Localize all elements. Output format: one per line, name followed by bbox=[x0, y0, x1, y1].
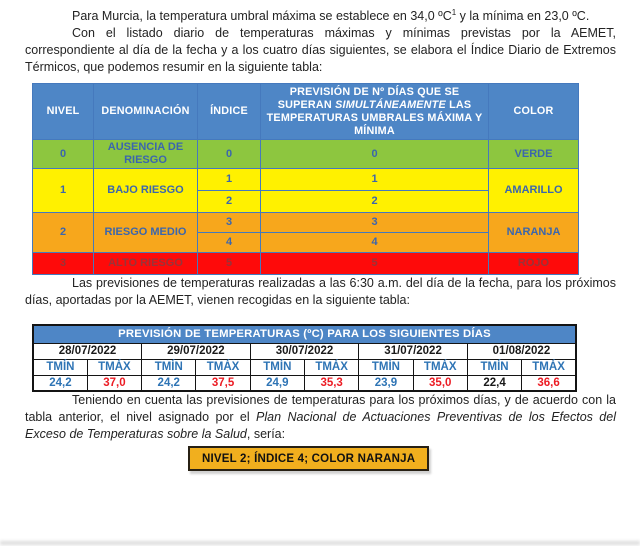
tmin-value: 22,4 bbox=[467, 375, 521, 391]
date-cell: 29/07/2022 bbox=[142, 343, 251, 359]
cell-prevision: 5 bbox=[261, 253, 489, 275]
temperature-forecast-table bbox=[32, 324, 577, 392]
cell-denominacion: RIESGO MEDIO bbox=[94, 213, 198, 253]
paragraph-murcia-thresholds bbox=[25, 8, 616, 25]
footnote-marker: 1 bbox=[451, 7, 457, 17]
date-cell: 01/08/2022 bbox=[467, 343, 576, 359]
header-prevision bbox=[261, 84, 489, 140]
forecast-dates-row bbox=[33, 343, 576, 359]
tmin-label: TMÍN bbox=[250, 359, 304, 375]
date-cell: 28/07/2022 bbox=[33, 343, 142, 359]
cell-denominacion: ALTO RIESGO bbox=[94, 253, 198, 275]
risk-table-header-row bbox=[33, 84, 579, 140]
tmax-label: TMÁX bbox=[413, 359, 467, 375]
cell-prevision: 4 bbox=[261, 233, 489, 253]
cell-prevision: 2 bbox=[261, 191, 489, 213]
cell-denominacion: BAJO RIESGO bbox=[94, 169, 198, 213]
cell-indice: 4 bbox=[198, 233, 261, 253]
cell-denominacion: AUSENCIA DE RIESGO bbox=[94, 140, 198, 169]
risk-row-level-1a bbox=[33, 169, 579, 191]
result-level-box: NIVEL 2; ÍNDICE 4; COLOR NARANJA bbox=[188, 446, 429, 471]
tmax-label: TMÁX bbox=[87, 359, 141, 375]
header-nivel: NIVEL bbox=[33, 84, 94, 140]
risk-row-level-3 bbox=[33, 253, 579, 275]
cell-color: NARANJA bbox=[489, 213, 579, 253]
tmax-label: TMÁX bbox=[522, 359, 576, 375]
cell-color: ROJO bbox=[489, 253, 579, 275]
header-indice: ÍNDICE bbox=[198, 84, 261, 140]
tmax-value: 36,6 bbox=[522, 375, 576, 391]
tmin-label: TMÍN bbox=[359, 359, 413, 375]
paragraph-forecast-intro: Las previsiones de temperaturas realizadas a las 6:30 a.m. del día de la fecha, para los próximos días, aportadas por la AEMET, vienen recogidas en la siguiente tabla: bbox=[25, 276, 616, 307]
header-color: COLOR bbox=[489, 84, 579, 140]
risk-row-level-2a bbox=[33, 213, 579, 233]
cell-nivel: 3 bbox=[33, 253, 94, 275]
cell-prevision: 0 bbox=[261, 140, 489, 169]
tmin-value: 24,2 bbox=[33, 375, 87, 391]
paragraph-text: , sería: bbox=[246, 427, 286, 441]
paragraph-text: Teniendo en cuenta las previsiones de temperaturas para los próximos días, y de acuerdo con la tabla anterior, el nivel asignado por el bbox=[25, 393, 616, 424]
tmax-value: 35,3 bbox=[304, 375, 358, 391]
cell-indice: 5 bbox=[198, 253, 261, 275]
header-prevision-italic: SIMULTÁNEAMENTE bbox=[335, 98, 446, 111]
forecast-labels-row bbox=[33, 359, 576, 375]
tmax-value: 37,0 bbox=[87, 375, 141, 391]
tmin-value: 23,9 bbox=[359, 375, 413, 391]
cell-indice: 3 bbox=[198, 213, 261, 233]
date-cell: 31/07/2022 bbox=[359, 343, 468, 359]
header-prevision-text: PREVISIÓN DE Nº DÍAS QUE SE SUPERAN bbox=[277, 85, 460, 111]
paragraph-plan-nacional bbox=[25, 392, 616, 443]
forecast-values-row bbox=[33, 375, 576, 391]
header-denominacion: DENOMINACIÓN bbox=[94, 84, 198, 140]
scan-artifact-line bbox=[0, 541, 640, 545]
tmin-value: 24,9 bbox=[250, 375, 304, 391]
header-prevision-text: LAS TEMPERATURAS UMBRALES MÁXIMA Y MÍNIMA bbox=[266, 98, 483, 137]
tmax-value: 37,5 bbox=[196, 375, 250, 391]
cell-indice: 2 bbox=[198, 191, 261, 213]
tmin-label: TMÍN bbox=[33, 359, 87, 375]
cell-prevision: 3 bbox=[261, 213, 489, 233]
forecast-title: PREVISIÓN DE TEMPERATURAS (ºC) PARA LOS SIGUIENTES DÍAS bbox=[33, 325, 576, 343]
cell-nivel: 2 bbox=[33, 213, 94, 253]
cell-indice: 1 bbox=[198, 169, 261, 191]
risk-row-level-0 bbox=[33, 140, 579, 169]
tmax-label: TMÁX bbox=[304, 359, 358, 375]
cell-prevision: 1 bbox=[261, 169, 489, 191]
cell-nivel: 0 bbox=[33, 140, 94, 169]
paragraph-text: y la mínima en 23,0 ºC. bbox=[456, 9, 590, 23]
risk-index-table bbox=[32, 83, 579, 275]
date-cell: 30/07/2022 bbox=[250, 343, 359, 359]
cell-indice: 0 bbox=[198, 140, 261, 169]
tmax-value: 35,0 bbox=[413, 375, 467, 391]
tmin-label: TMÍN bbox=[467, 359, 521, 375]
tmax-label: TMÁX bbox=[196, 359, 250, 375]
cell-nivel: 1 bbox=[33, 169, 94, 213]
cell-color: VERDE bbox=[489, 140, 579, 169]
paragraph-text: Para Murcia, la temperatura umbral máxima se establece en 34,0 ºC bbox=[72, 9, 452, 23]
forecast-title-row bbox=[33, 325, 576, 343]
tmin-value: 24,2 bbox=[142, 375, 196, 391]
cell-color: AMARILLO bbox=[489, 169, 579, 213]
tmin-label: TMÍN bbox=[142, 359, 196, 375]
paragraph-aemet-listing: Con el listado diario de temperaturas máximas y mínimas previstas por la AEMET, correspondiente al día de la fecha y a los cuatro días siguientes, se elabora el Índice Diario de Extremos Térmicos, que podemos resumir en la siguiente tabla: bbox=[25, 26, 616, 74]
plan-nacional-italic: Plan Nacional de Actuaciones Preventivas de los Efectos del Exceso de Temperaturas sobre la Salud bbox=[25, 410, 616, 441]
